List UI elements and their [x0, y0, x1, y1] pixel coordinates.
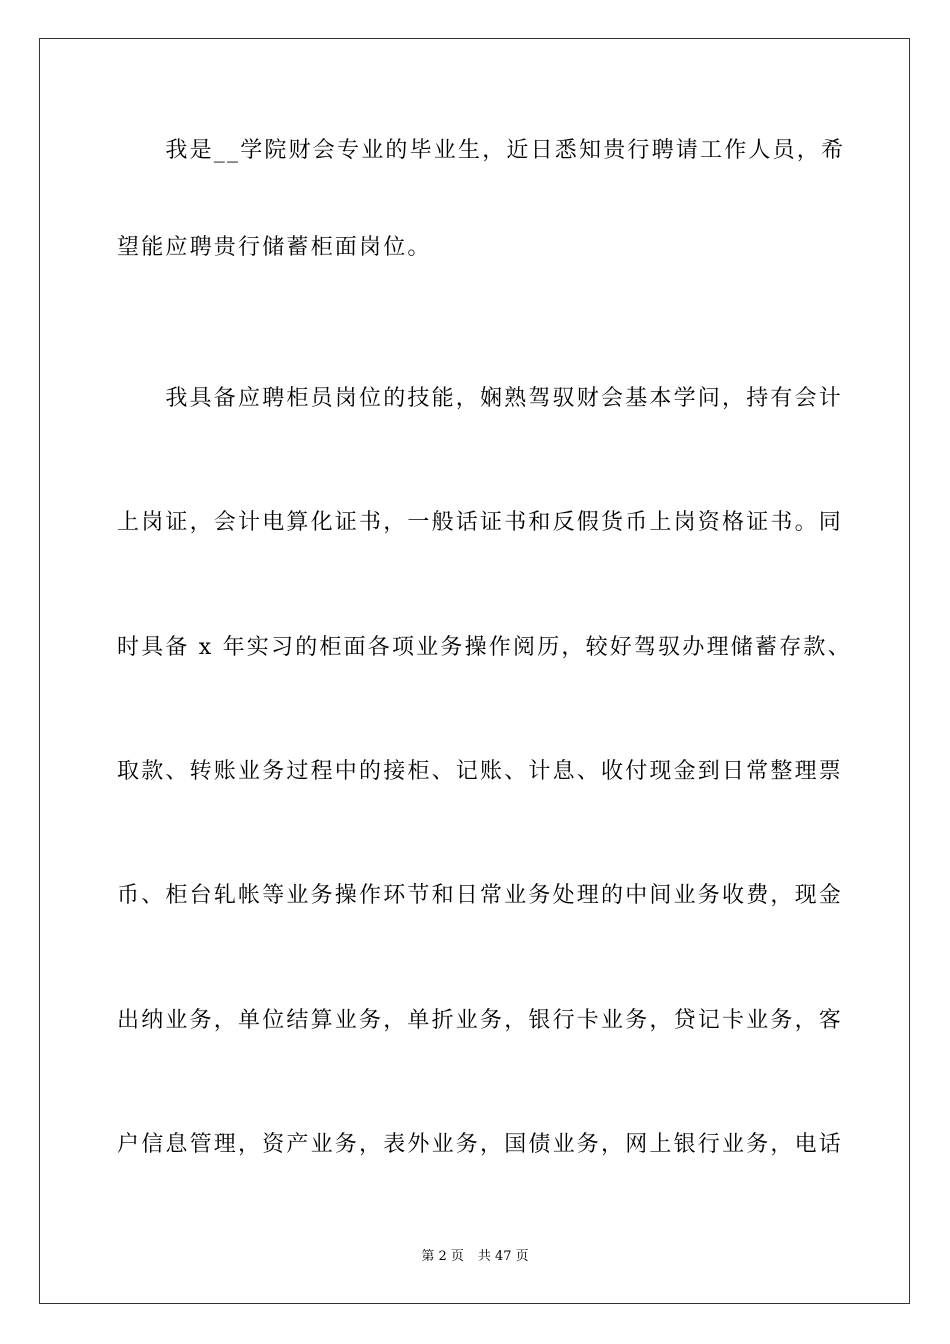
text-line: 时具备 x 年实习的柜面各项业务操作阅历，较好驾驭办理储蓄存款、 — [117, 635, 852, 660]
text-line: 上岗证，会计电算化证书，一般话证书和反假货币上岗资格证书。同 — [117, 510, 844, 535]
text-line: 户信息管理，资产业务，表外业务，国债业务，网上银行业务，电话 — [117, 1132, 844, 1157]
text-line: 币、柜台轧帐等业务操作环节和日常业务处理的中间业务收费，现金 — [117, 883, 844, 908]
text-line: 我是__学院财会专业的毕业生，近日悉知贵行聘请工作人员，希 — [117, 138, 846, 163]
text-line: 我具备应聘柜员岗位的技能，娴熟驾驭财会基本学问，持有会计 — [117, 386, 844, 411]
page-total: 共 47 页 — [477, 1249, 529, 1264]
page-number: 第 2 页 — [421, 1249, 464, 1264]
text-line: 取款、转账业务过程中的接柜、记账、计息、收付现金到日常整理票 — [117, 759, 844, 784]
text-line: 出纳业务，单位结算业务，单折业务，银行卡业务，贷记卡业务，客 — [117, 1008, 844, 1033]
text-line: 望能应聘贵行储蓄柜面岗位。 — [117, 235, 432, 260]
page-footer — [0, 1248, 950, 1266]
page-frame — [39, 38, 910, 1304]
